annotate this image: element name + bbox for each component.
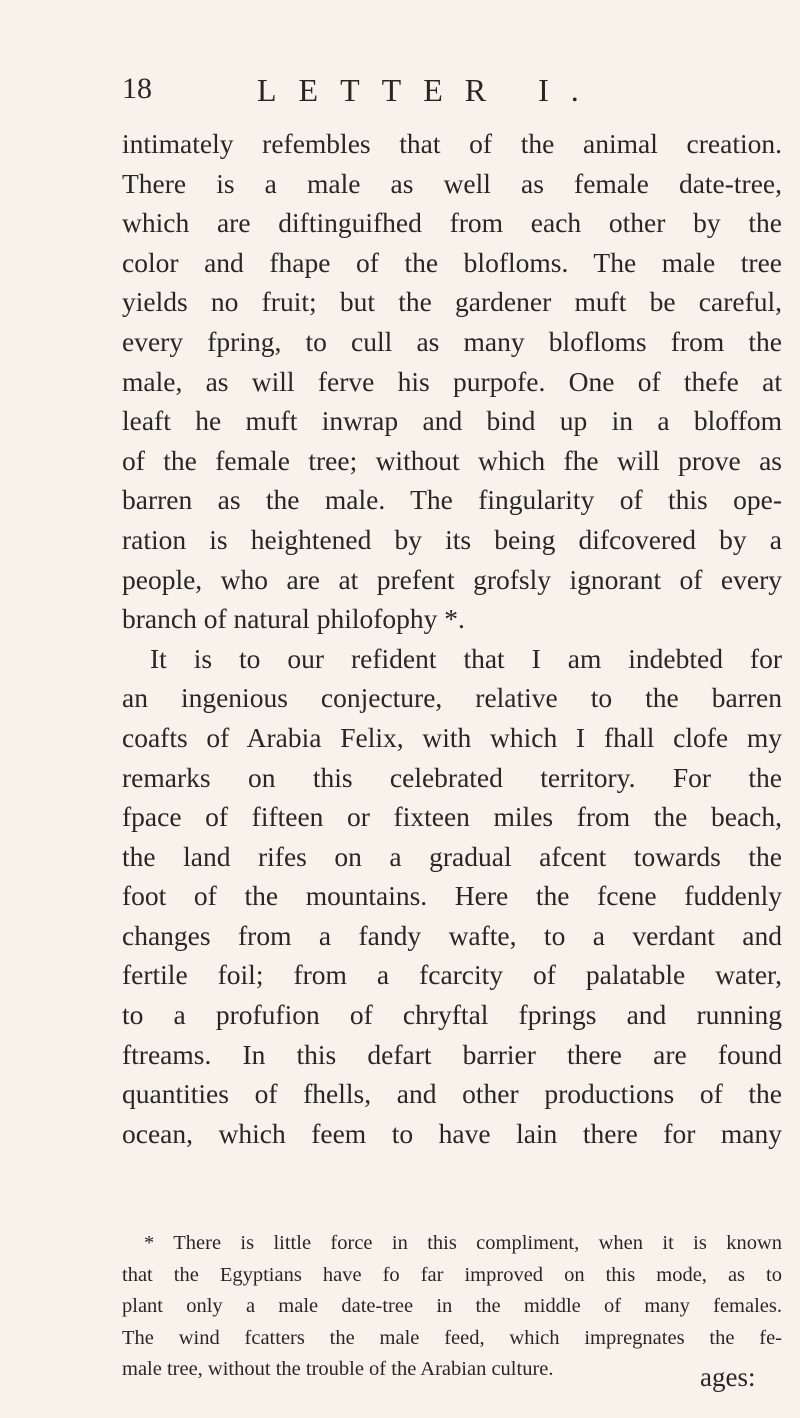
running-head: LETTER I. xyxy=(257,72,601,108)
text-line: the land rifes on a gradual afcent towards the xyxy=(122,840,782,872)
footnote-line: plant only a male date-tree in the middle of many females. xyxy=(122,1295,782,1317)
text-line: foot of the mountains. Here the fcene fuddenly xyxy=(122,880,782,912)
text-line: remarks on this celebrated territory. For the xyxy=(122,761,782,793)
text-line: which are diftinguifhed from each other by the xyxy=(122,207,782,239)
body-text xyxy=(122,124,782,1153)
text-line: yields no fruit; but the gardener muft be careful, xyxy=(122,286,782,318)
text-line: leaft he muft inwrap and bind up in a bloffom xyxy=(122,405,782,437)
text-line: fertile foil; from a fcarcity of palatable water, xyxy=(122,959,782,991)
footnote-line: male tree, without the trouble of the Arabian culture. xyxy=(122,1358,554,1380)
text-line: every fpring, to cull as many blofloms from the xyxy=(122,325,782,357)
footnote xyxy=(122,1228,782,1386)
catchword: ages: xyxy=(700,1362,756,1392)
text-line: ration is heightened by its being difcovered by a xyxy=(122,523,782,555)
text-line: quantities of fhells, and other productions of the xyxy=(122,1078,782,1110)
text-line: changes from a fandy wafte, to a verdant and xyxy=(122,919,782,951)
text-line: barren as the male. The fingularity of this ope- xyxy=(122,484,782,516)
text-line: an ingenious conjecture, relative to the barren xyxy=(122,682,782,714)
text-line: to a profufion of chryftal fprings and running xyxy=(122,999,782,1031)
text-line: intimately refembles that of the animal creation. xyxy=(122,128,782,159)
page-number: 18 xyxy=(122,72,152,105)
text-line: ftreams. In this defart barrier there are found xyxy=(122,1038,782,1070)
text-line: There is a male as well as female date-tree, xyxy=(122,167,782,199)
text-line: It is to our refident that I am indebted for xyxy=(150,642,782,674)
text-line: male, as will ferve his purpofe. One of thefe at xyxy=(122,365,782,397)
text-line: people, who are at prefent grofsly ignorant of every xyxy=(122,563,782,595)
page-header xyxy=(122,72,722,112)
text-line: ocean, which feem to have lain there for many xyxy=(122,1117,782,1149)
footnote-line: that the Egyptians have fo far improved on this mode, as to xyxy=(122,1263,782,1286)
text-line: coafts of Arabia Felix, with which I fhall clofe my xyxy=(122,721,782,753)
text-line: fpace of fifteen or fixteen miles from the beach, xyxy=(122,801,782,833)
text-line: branch of natural philofophy *. xyxy=(122,603,465,635)
text-line: color and fhape of the blofloms. The male tree xyxy=(122,246,782,278)
footnote-line: * There is little force in this compliment, when it is known xyxy=(144,1232,782,1254)
footnote-line: The wind fcatters the male feed, which impregnates the fe- xyxy=(122,1326,782,1349)
text-line: of the female tree; without which fhe will prove as xyxy=(122,444,782,476)
